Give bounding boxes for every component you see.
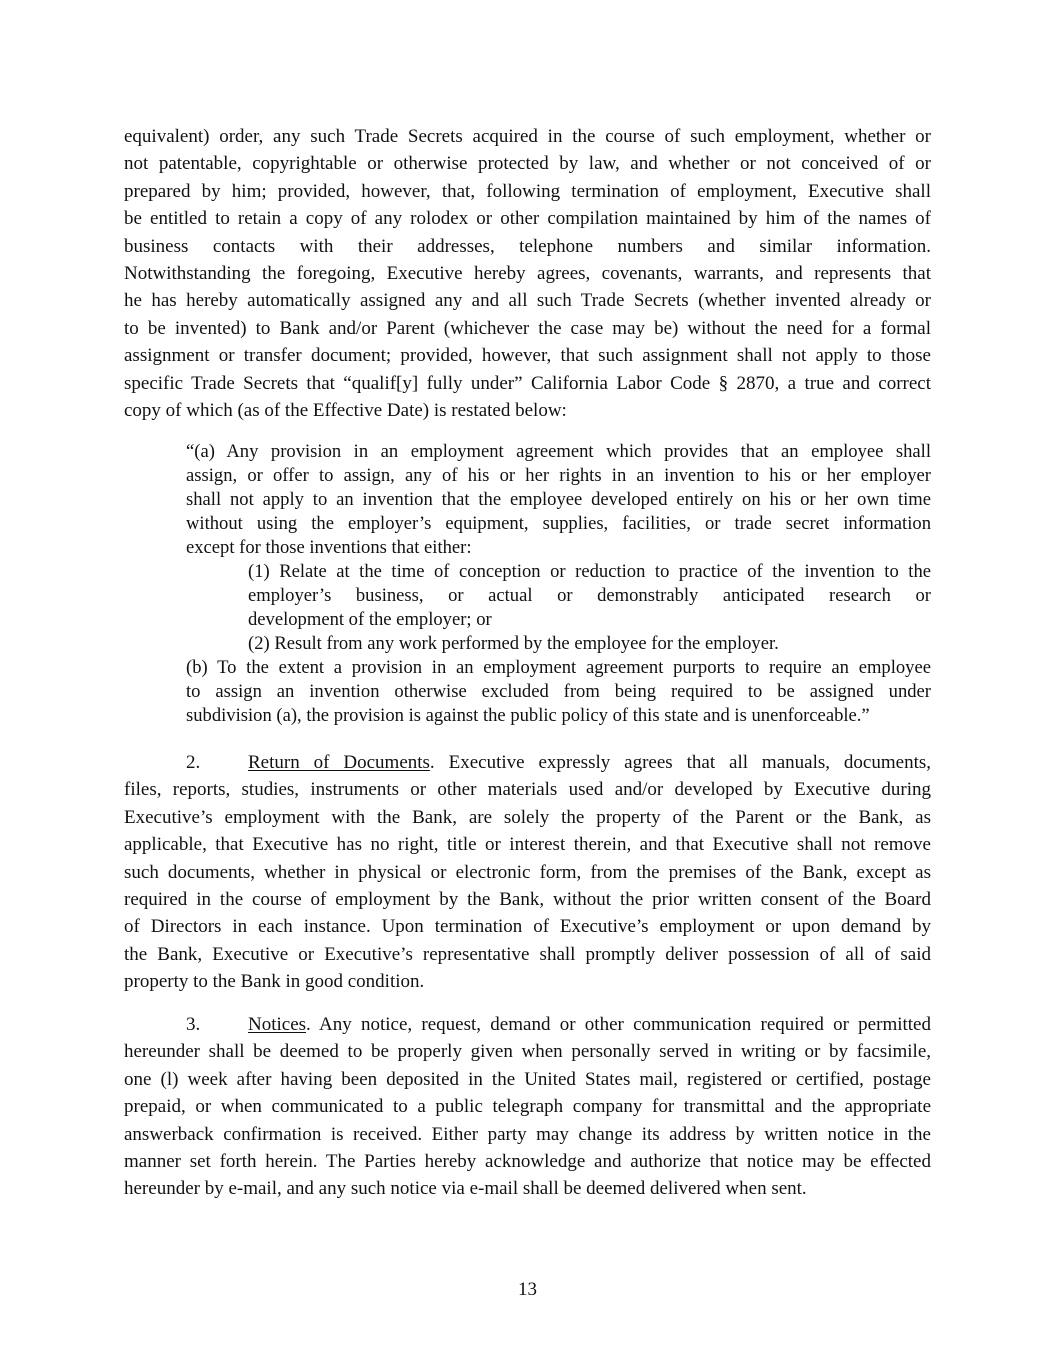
quote-subdivision-b [186, 656, 931, 728]
text-line: the Bank, Executive or Executive’s representative shall promptly deliver possession of all of said [124, 943, 931, 965]
text-line: one (l) week after having been deposited in the United States mail, registered or certified, postage [124, 1068, 931, 1090]
text-line: not patentable, copyrightable or otherwise protected by law, and whether or not conceived of or [124, 153, 931, 175]
text-line: hereunder by e-mail, and any such notice via e-mail shall be deemed delivered when sent. [124, 1178, 807, 1200]
section-first-line [124, 1011, 931, 1038]
text-line: without using the employer’s equipment, supplies, facilities, or trade secret information [186, 513, 931, 534]
section-body [124, 1038, 931, 1202]
text-line: subdivision (a), the provision is against the public policy of this state and is unenforceable.” [186, 705, 870, 726]
text-line: (2) Result from any work performed by the employee for the employer. [248, 633, 779, 654]
text-line: to assign an invention otherwise excluded from being required to be assigned under [186, 681, 931, 702]
statute-quote [186, 440, 931, 728]
text-line: manner set forth herein. The Parties hereby acknowledge and authorize that notice may be effected [124, 1150, 931, 1172]
text-line: “(a) Any provision in an employment agreement which provides that an employee shall [186, 441, 931, 462]
text-line: such documents, whether in physical or electronic form, from the premises of the Bank, except as [124, 861, 931, 883]
text-line: equivalent) order, any such Trade Secrets acquired in the course of such employment, whether or [124, 126, 931, 147]
text-line: to be invented) to Bank and/or Parent (whichever the case may be) without the need for a formal [124, 317, 931, 339]
text-line: Notwithstanding the foregoing, Executive hereby agrees, covenants, warrants, and represents that [124, 262, 931, 284]
paragraph-trade-secrets [124, 123, 931, 424]
text-line: development of the employer; or [248, 609, 492, 630]
section-text: . Any notice, request, demand or other communication required or permitted [306, 1014, 931, 1035]
section-text: . Executive expressly agrees that all manuals, documents, [429, 752, 931, 773]
text-line: Executive’s employment with the Bank, are solely the property of the Parent or the Bank, as [124, 806, 931, 828]
text-line: be entitled to retain a copy of any rolodex or other compilation maintained by him of the names of [124, 208, 931, 230]
text-line: (b) To the extent a provision in an employment agreement purports to require an employee [186, 657, 931, 678]
section-body [124, 776, 931, 995]
section-number: 2. [186, 752, 201, 773]
text-line: except for those inventions that either: [186, 537, 472, 558]
text-line: assign, or offer to assign, any of his or her rights in an invention to his or her employer [186, 465, 931, 486]
text-line: required in the course of employment by the Bank, without the prior written consent of the Board [124, 888, 931, 910]
text-line: files, reports, studies, instruments or other materials used and/or developed by Executive during [124, 779, 931, 801]
quote-item-1 [186, 560, 931, 632]
text-line: applicable, that Executive has no right, title or interest therein, and that Executive shall not remove [124, 834, 931, 856]
text-line: employer’s business, or actual or demonstrably anticipated research or [248, 585, 931, 606]
text-line: answerback confirmation is received. Either party may change its address by written notice in the [124, 1123, 931, 1145]
section-return-of-documents [124, 749, 931, 996]
quote-item-2 [186, 632, 931, 656]
section-first-line [124, 749, 931, 776]
section-heading: Notices [248, 1014, 307, 1035]
text-line: shall not apply to an invention that the employee developed entirely on his or her own time [186, 489, 931, 510]
section-number: 3. [186, 1014, 201, 1035]
text-line: (1) Relate at the time of conception or reduction to practice of the invention to the [248, 561, 931, 582]
text-line: business contacts with their addresses, telephone numbers and similar information. [124, 235, 931, 257]
quote-subdivision-a [186, 440, 931, 560]
text-line: assignment or transfer document; provided, however, that such assignment shall not apply to those [124, 345, 931, 367]
section-notices [124, 1011, 931, 1203]
text-line: of Directors in each instance. Upon termination of Executive’s employment or upon demand by [124, 916, 931, 938]
text-line: property to the Bank in good condition. [124, 971, 425, 993]
text-line: prepared by him; provided, however, that, following termination of employment, Executive shall [124, 180, 931, 202]
text-line: copy of which (as of the Effective Date) is restated below: [124, 399, 567, 421]
text-line: prepaid, or when communicated to a public telegraph company for transmittal and the appropriate [124, 1096, 931, 1118]
section-heading: Return of Documents [248, 752, 430, 773]
text-line: hereunder shall be deemed to be properly given when personally served in writing or by facsimile, [124, 1041, 931, 1063]
text-line: specific Trade Secrets that “qualif[y] fully under” California Labor Code § 2870, a true and correct [124, 372, 931, 394]
text-line: he has hereby automatically assigned any and all such Trade Secrets (whether invented already or [124, 290, 931, 312]
page-number: 13 [518, 1279, 537, 1300]
